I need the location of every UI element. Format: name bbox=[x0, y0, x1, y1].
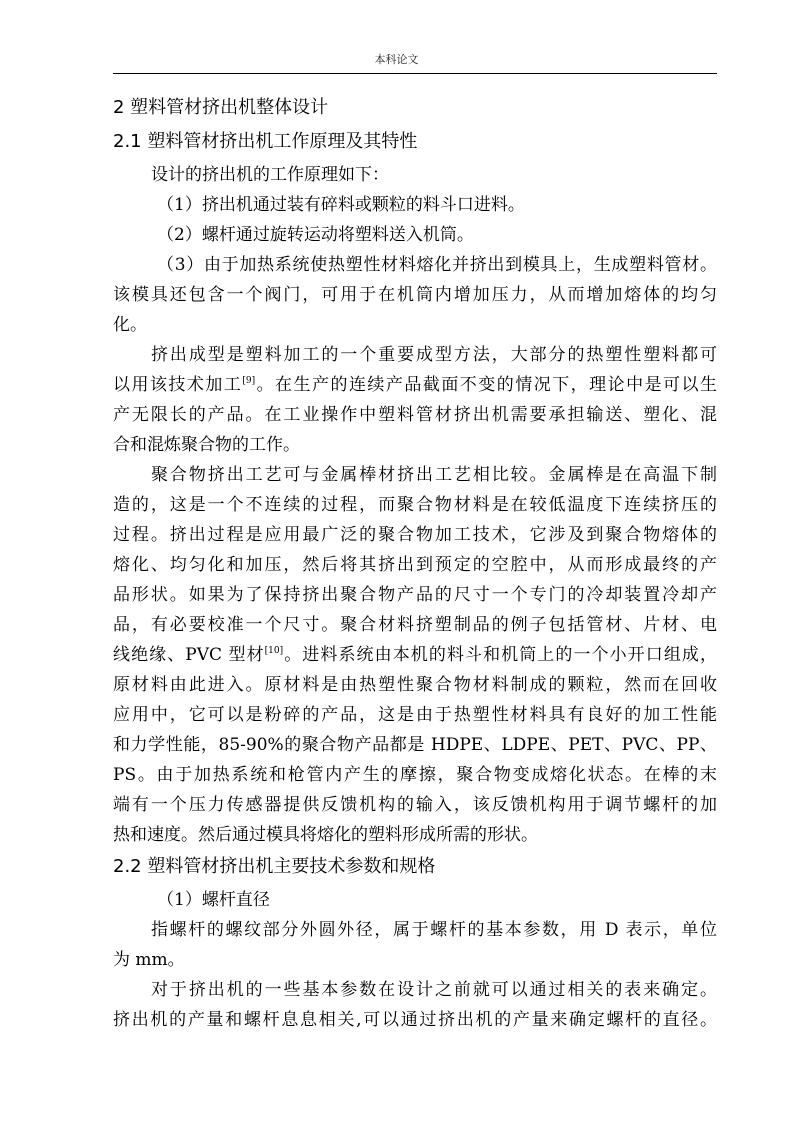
text-line: 熔化、均匀化和加压，然后将其挤出到预定的空腔中，从而形成最终的产 bbox=[113, 555, 717, 575]
citation-ref: [10] bbox=[264, 646, 284, 656]
subsection-heading-2-1: 2.1 塑料管材挤出机工作原理及其特性 bbox=[113, 131, 418, 152]
text-line: PS。由于加热系统和枪管内产生的摩擦，聚合物变成熔化状态。在棒的末 bbox=[113, 765, 717, 785]
text-line: 品，有必要校准一个尺寸。聚合材料挤塑制品的例子包括管材、片材、电 bbox=[113, 615, 717, 635]
text-line: 化。 bbox=[113, 315, 147, 335]
text-line: 端有一个压力传感器提供反馈机构的输入，该反馈机构用于调节螺杆的加 bbox=[113, 795, 717, 815]
text-line: 该模具还包含一个阀门，可用于在机筒内增加压力，从而增加熔体的均匀 bbox=[113, 285, 717, 305]
text-segment: 。在生产的连续产品截面不变的情况下，理论中是可以生 bbox=[255, 375, 718, 395]
text-line bbox=[113, 640, 717, 670]
text-line: 设计的挤出机的工作原理如下： bbox=[151, 165, 389, 185]
text-segment: 线绝缘、PVC 型材 bbox=[113, 645, 265, 665]
text-line: 品形状。如果为了保持挤出聚合物产品的尺寸一个专门的冷却装置冷却产 bbox=[113, 585, 717, 605]
citation-ref: [9] bbox=[242, 376, 256, 386]
running-header: 本科论文 bbox=[374, 53, 419, 66]
text-line: 为 mm。 bbox=[113, 950, 185, 970]
text-line: 过程。挤出过程是应用最广泛的聚合物加工技术，它涉及到聚合物熔体的 bbox=[113, 525, 717, 545]
page-body bbox=[113, 93, 717, 1035]
section-heading: 2 塑料管材挤出机整体设计 bbox=[113, 97, 329, 118]
text-line bbox=[113, 370, 717, 400]
text-line: 和力学性能，85-90%的聚合物产品都是 HDPE、LDPE、PET、PVC、PP、 bbox=[113, 735, 717, 755]
text-line: 指螺杆的螺纹部分外圆外径，属于螺杆的基本参数，用 D 表示，单位 bbox=[151, 920, 717, 940]
text-line: 原材料由此进入。原材料是由热塑性聚合物材料制成的颗粒，然而在回收 bbox=[113, 675, 717, 695]
text-line: （3）由于加热系统使热塑性材料熔化并挤出到模具上，生成塑料管材。 bbox=[157, 255, 717, 275]
subsection-heading-2-2: 2.2 塑料管材挤出机主要技术参数和规格 bbox=[113, 856, 436, 877]
text-line: （2）螺杆通过旋转运动将塑料送入机筒。 bbox=[157, 225, 474, 245]
text-line: （1）螺杆直径 bbox=[157, 890, 270, 910]
text-line: 挤出成型是塑料加工的一个重要成型方法，大部分的热塑性塑料都可 bbox=[151, 345, 717, 365]
text-line: 产无限长的产品。在工业操作中塑料管材挤出机需要承担输送、塑化、混 bbox=[113, 405, 717, 425]
header-rule bbox=[113, 73, 717, 74]
text-line: 聚合物挤出工艺可与金属棒材挤出工艺相比较。金属棒是在高温下制 bbox=[151, 465, 717, 485]
text-line: 合和混炼聚合物的工作。 bbox=[113, 435, 300, 455]
text-line: 挤出机的产量和螺杆息息相关,可以通过挤出机的产量来确定螺杆的直径。 bbox=[113, 1010, 717, 1030]
text-line: 对于挤出机的一些基本参数在设计之前就可以通过相关的表来确定。 bbox=[151, 980, 717, 1000]
text-segment: 以用该技术加工 bbox=[113, 375, 243, 395]
text-line: 热和速度。然后通过模具将熔化的塑料形成所需的形状。 bbox=[113, 825, 538, 845]
text-line: 应用中，它可以是粉碎的产品，这是由于热塑性材料具有良好的加工性能 bbox=[113, 705, 717, 725]
text-line: 造的，这是一个不连续的过程，而聚合物材料是在较低温度下连续挤压的 bbox=[113, 495, 717, 515]
text-line: （1）挤出机通过装有碎料或颗粒的料斗口进料。 bbox=[157, 195, 525, 215]
text-segment: 。进料系统由本机的料斗和机筒上的一个小开口组成， bbox=[283, 645, 717, 665]
